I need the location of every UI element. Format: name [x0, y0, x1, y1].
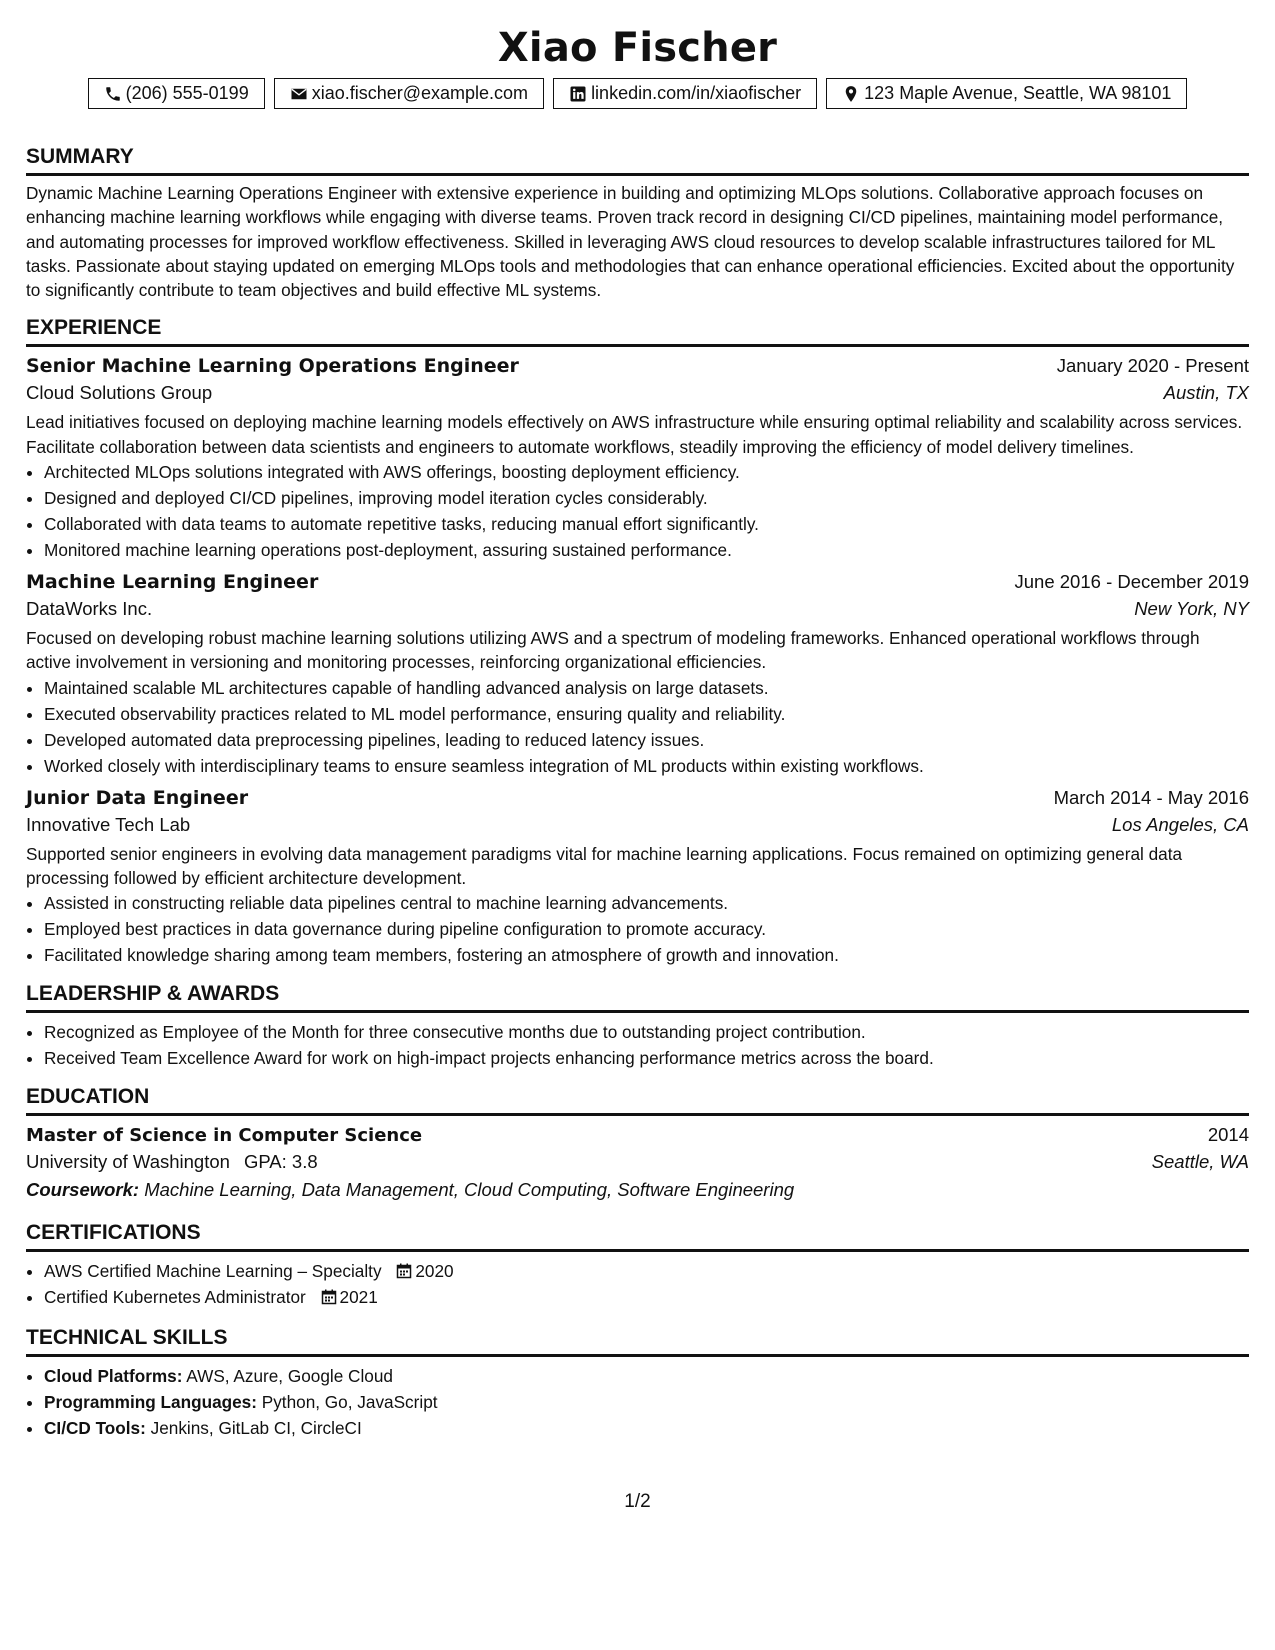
job-description: Lead initiatives focused on deploying machine learning models effectively on AWS infrastructure while ensuring optimal reliability and scalability across services. Facilitate collaboration between data scientists and engineers to automate workflows, steadily improving the efficiency of model delivery timelines.	[26, 412, 1243, 457]
job-dates: March 2014 - May 2016	[1053, 786, 1249, 808]
coursework-label: Coursework:	[26, 1179, 140, 1201]
company-name: Innovative Tech Lab	[26, 813, 191, 835]
page-number: 1/2	[624, 1491, 651, 1512]
gpa-text: GPA: 3.8	[243, 1151, 318, 1173]
linkedin-contact[interactable]	[553, 78, 817, 109]
job-entry	[26, 571, 1249, 779]
job-dates: January 2020 - Present	[1056, 355, 1249, 377]
school-location: Seattle, WA	[1151, 1151, 1249, 1173]
experience-heading: EXPERIENCE	[26, 316, 1249, 347]
candidate-name: Xiao Fischer	[497, 25, 778, 71]
skill-value: Python, Go, JavaScript	[261, 1392, 438, 1413]
linkedin-icon	[569, 85, 587, 103]
certification-name: AWS Certified Machine Learning – Specialty	[44, 1261, 382, 1282]
skill-item	[44, 1389, 1249, 1415]
job-description: Focused on developing robust machine learning solutions utilizing AWS and a spectrum of modeling frameworks. Enhanced operational workflows through active involvement in versioning and monitoring processes, reinforcing organizational efficiencies.	[26, 628, 1200, 673]
envelope-icon	[290, 85, 308, 103]
coursework-line	[26, 1179, 1249, 1201]
job-bullets	[26, 890, 1249, 968]
phone-contact[interactable]	[88, 78, 265, 109]
list-item: • Received Team Excellence Award for work on high-impact projects enhancing performance metrics across the board.	[44, 1045, 1249, 1071]
company-name: Cloud Solutions Group	[26, 382, 213, 404]
job-title: Senior Machine Learning Operations Engineer	[26, 355, 519, 378]
calendar-icon	[321, 1289, 337, 1305]
coursework-text: Machine Learning, Data Management, Cloud Computing, Software Engineering	[144, 1179, 795, 1201]
degree-title: Master of Science in Computer Science	[26, 1125, 423, 1147]
list-item: • Executed observability practices related to ML model performance, ensuring quality and reliability.	[44, 701, 1249, 727]
list-item: • Facilitated knowledge sharing among team members, fostering an atmosphere of growth and innovation.	[44, 942, 1249, 968]
list-item: • Developed automated data preprocessing pipelines, leading to reduced latency issues.	[44, 727, 1249, 753]
list-item: • Employed best practices in data governance during pipeline configuration to promote accuracy.	[44, 916, 1249, 942]
resume-page	[26, 0, 1249, 1441]
phone-text: (206) 555-0199	[125, 83, 249, 103]
skills-list	[26, 1363, 1249, 1441]
job-location: New York, NY	[1134, 598, 1249, 620]
certifications-heading: CERTIFICATIONS	[26, 1221, 1249, 1252]
job-entry	[26, 787, 1249, 969]
job-bullets	[26, 675, 1249, 779]
skills-heading: TECHNICAL SKILLS	[26, 1326, 1249, 1357]
job-dates: June 2016 - December 2019	[1014, 571, 1249, 593]
list-item: • Assisted in constructing reliable data pipelines central to machine learning advancements.	[44, 890, 1249, 916]
list-item: • Collaborated with data teams to automate repetitive tasks, reducing manual effort significantly.	[44, 511, 1249, 537]
list-item: • Designed and deployed CI/CD pipelines, improving model iteration cycles considerably.	[44, 485, 1249, 511]
job-description: Supported senior engineers in evolving data management paradigms vital for machine learning applications. Focus remained on optimizing general data processing followed by efficient architecture development.	[26, 843, 1183, 888]
skill-value: AWS, Azure, Google Cloud	[186, 1366, 393, 1387]
job-location: Los Angeles, CA	[1111, 813, 1249, 835]
graduation-year: 2014	[1207, 1124, 1249, 1146]
skill-label: CI/CD Tools:	[44, 1418, 146, 1439]
skill-label: Cloud Platforms:	[44, 1366, 183, 1387]
job-location: Austin, TX	[1163, 382, 1249, 404]
skill-value: Jenkins, GitLab CI, CircleCI	[150, 1418, 362, 1439]
education-heading: EDUCATION	[26, 1085, 1249, 1116]
certification-year: 2021	[339, 1287, 378, 1308]
linkedin-text: linkedin.com/in/xiaofischer	[591, 83, 802, 103]
awards-heading: LEADERSHIP & AWARDS	[26, 982, 1249, 1013]
skill-item	[44, 1415, 1249, 1441]
contact-bar	[26, 78, 1249, 109]
company-name: DataWorks Inc.	[26, 598, 153, 620]
list-item: • Worked closely with interdisciplinary teams to ensure seamless integration of ML products within existing workflows.	[44, 753, 1249, 779]
email-contact[interactable]	[274, 78, 544, 109]
job-title: Machine Learning Engineer	[26, 571, 319, 594]
list-item: • Maintained scalable ML architectures capable of handling advanced analysis on large datasets.	[44, 675, 1249, 701]
certifications-list	[26, 1258, 1249, 1310]
job-bullets	[26, 459, 1249, 563]
certification-year: 2020	[415, 1261, 454, 1282]
awards-list	[26, 1019, 1249, 1071]
school-name: University of Washington	[26, 1151, 230, 1173]
address-text: 123 Maple Avenue, Seattle, WA 98101	[864, 83, 1172, 103]
map-marker-icon	[842, 85, 860, 103]
address-contact[interactable]	[826, 78, 1187, 109]
summary-text: Dynamic Machine Learning Operations Engineer with extensive experience in building and optimizing MLOps solutions. Collaborative approach focuses on enhancing machine learning workflows while engaging with diverse teams. Proven track record in designing CI/CD pipelines, maintaining model performance, and automating processes for improved workflow effectiveness. Skilled in leveraging AWS cloud resources to develop scalable infrastructures tailored for ML tasks. Passionate about staying updated on emerging MLOps tools and methodologies that can enhance operational efficiencies. Excited about the opportunity to significantly contribute to team objectives and build effective ML systems.	[26, 183, 1235, 301]
job-entry	[26, 355, 1249, 563]
certification-item	[44, 1258, 1249, 1284]
email-text: xiao.fischer@example.com	[311, 83, 529, 103]
list-item: • Architected MLOps solutions integrated with AWS offerings, boosting deployment efficiency.	[44, 459, 1249, 485]
job-title: Junior Data Engineer	[26, 786, 249, 809]
summary-heading: SUMMARY	[26, 145, 1249, 176]
skill-label: Programming Languages:	[44, 1392, 257, 1413]
list-item: • Recognized as Employee of the Month for three consecutive months due to outstanding project contribution.	[44, 1019, 1249, 1045]
skill-item	[44, 1363, 1249, 1389]
list-item: • Monitored machine learning operations post-deployment, assuring sustained performance.	[44, 537, 1249, 563]
certification-name: Certified Kubernetes Administrator	[44, 1287, 306, 1308]
calendar-icon	[396, 1263, 412, 1279]
certification-item	[44, 1284, 1249, 1310]
education-entry	[26, 1124, 1249, 1201]
phone-icon	[104, 85, 122, 103]
